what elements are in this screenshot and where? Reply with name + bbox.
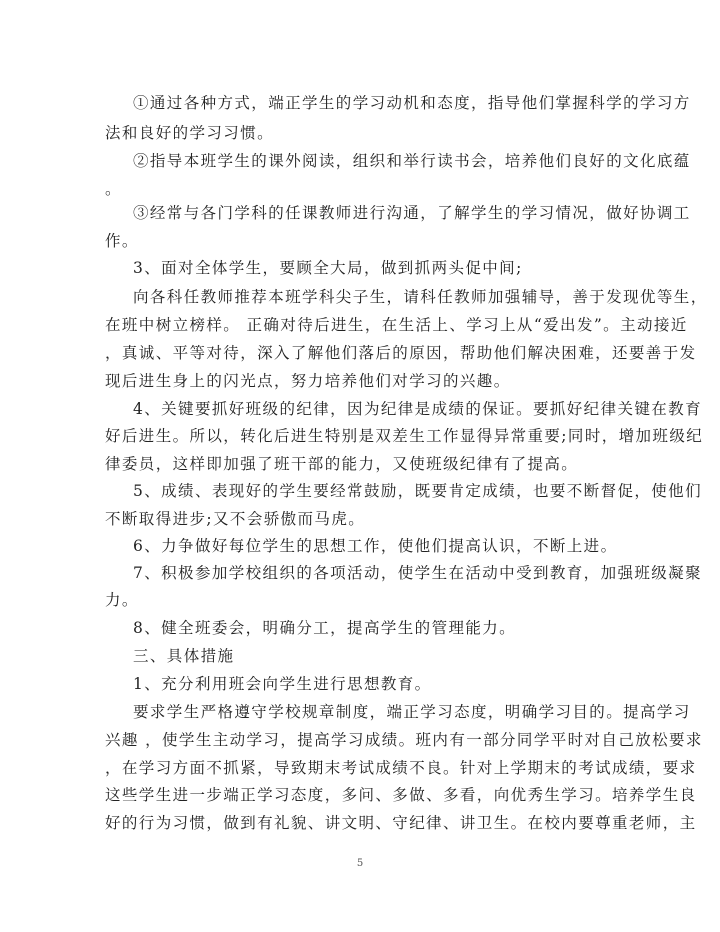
text-line: 3、面对全体学生，要顾全大局，做到抓两头促中间; xyxy=(133,259,523,277)
text-line: 三、具体措施 xyxy=(133,647,235,665)
text-line: ③经常与各门学科的任课教师进行沟通，了解学生的学习情况，做好协调工 xyxy=(133,204,691,222)
text-line: ，真诚、平等对待，深入了解他们落后的原因，帮助他们解决困难，还要善于发 xyxy=(105,344,697,362)
text-line: 好后进生。所以，转化后进生特别是双差生工作显得异常重要;同时，增加班级纪 xyxy=(105,427,704,445)
page-number: 5 xyxy=(356,858,364,869)
text-line: 力。 xyxy=(105,591,139,609)
text-line: ②指导本班学生的课外阅读，组织和举行读书会，培养他们良好的文化底蕴 xyxy=(133,152,691,170)
text-line: 6、力争做好每位学生的思想工作，使他们提高认识，不断上进。 xyxy=(133,537,618,555)
text-line: 7、积极参加学校组织的各项活动，使学生在活动中受到教育，加强班级凝聚 xyxy=(133,564,702,582)
text-line: 5、成绩、表现好的学生要经常鼓励，既要肯定成绩，也要不断督促，使他们 xyxy=(133,482,702,500)
text-line: 现后进生身上的闪光点，努力培养他们对学习的兴趣。 xyxy=(105,372,511,390)
text-line: 律委员，这样即加强了班干部的能力，又使班级纪律有了提高。 xyxy=(105,455,579,473)
text-line: 4、关键要抓好班级的纪律，因为纪律是成绩的保证。要抓好纪律关键在教育 xyxy=(133,400,702,418)
text-line: 要求学生严格遵守学校规章制度，端正学习态度，明确学习目的。提高学习 xyxy=(133,703,691,721)
text-line: ，在学习方面不抓紧，导致期末考试成绩不良。针对上学期末的考试成绩，要求 xyxy=(105,759,697,777)
text-line: 。 xyxy=(105,180,122,198)
text-line: 在班中树立榜样。 正确对待后进生，在生活上、学习上从“爱出发”。主动接近 xyxy=(105,316,688,334)
text-line: 兴趣 ，使学生主动学习，提高学习成绩。班内有一部分同学平时对自己放松要求 xyxy=(105,731,703,749)
text-line: 好的行为习惯，做到有礼貌、讲文明、守纪律、讲卫生。在校内要尊重老师，主 xyxy=(105,814,697,832)
text-line: ①通过各种方式，端正学生的学习动机和态度，指导他们掌握科学的学习方 xyxy=(133,94,691,112)
text-line: 8、健全班委会，明确分工，提高学生的管理能力。 xyxy=(133,619,517,637)
text-line: 法和良好的学习习惯。 xyxy=(105,124,275,142)
text-line: 向各科任教师推荐本班学科尖子生，请科任教师加强辅导，善于发现优等生， xyxy=(133,288,708,306)
text-line: 1、充分利用班会向学生进行思想教育。 xyxy=(133,675,432,693)
text-line: 不断取得进步;又不会骄傲而马虎。 xyxy=(105,510,366,528)
text-line: 这些学生进一步端正学习态度，多问、多做、多看，向优秀生学习。培养学生良 xyxy=(105,786,697,804)
text-line: 作。 xyxy=(105,232,139,250)
